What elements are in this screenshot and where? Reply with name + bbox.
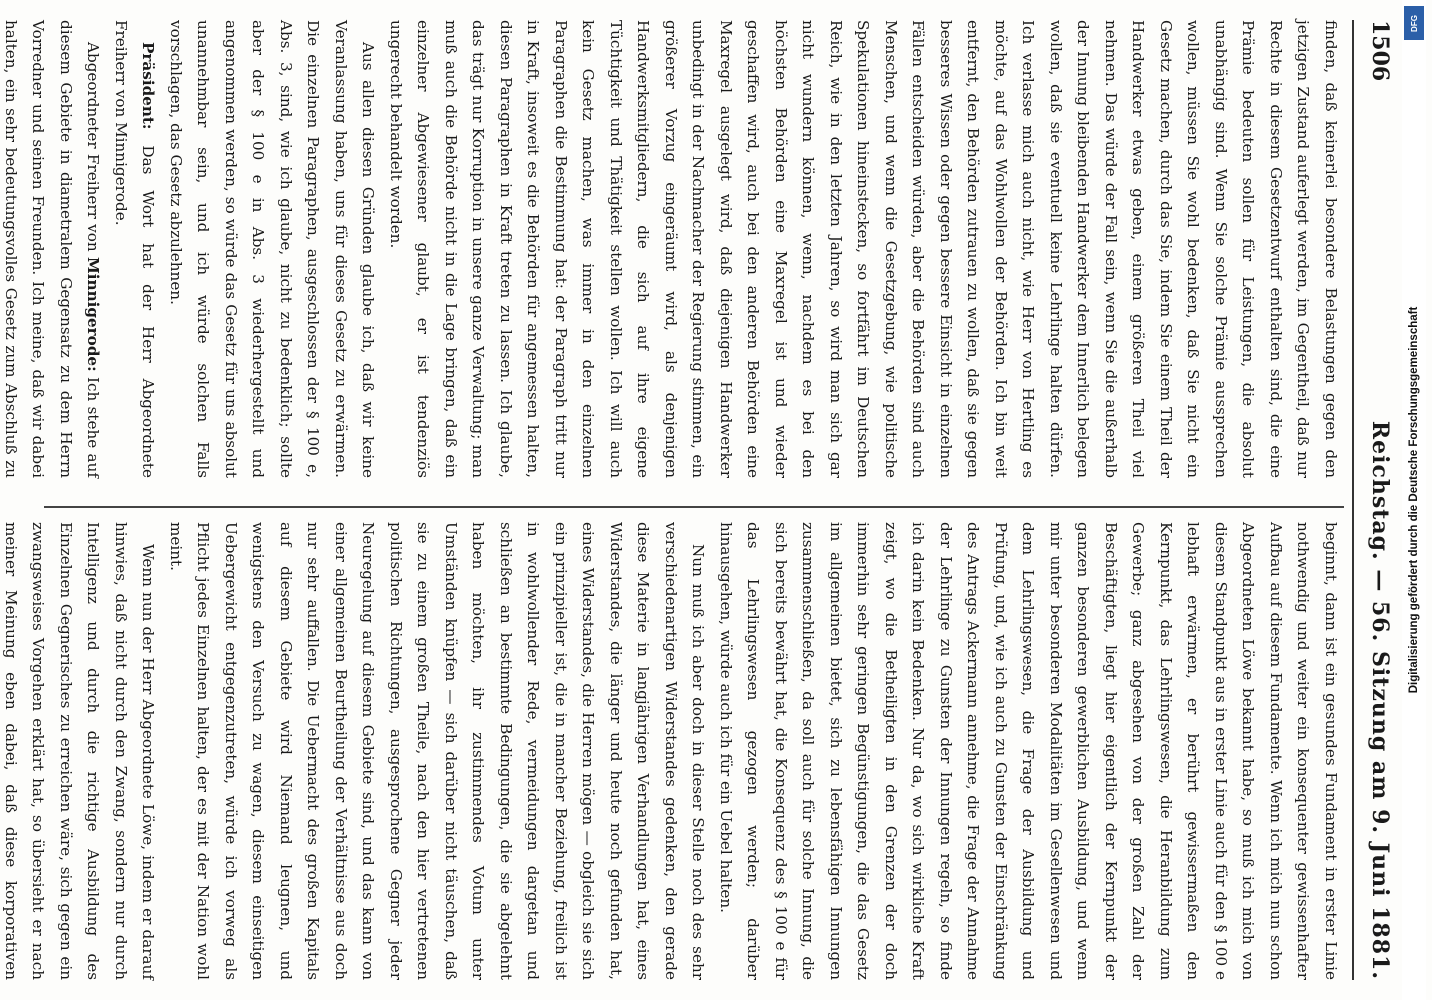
column-left [2,20,1344,478]
speaker-intro: Abgeordneter Freiherr von [84,42,103,252]
speech-text: Ich stehe auf diesem Gebiete in diametralem Gegensatz zu dem Herrn Vorredner und seinen Freunden. Ich meine, daß wir dabei halten, ein sehr bedeutungsvolles Gesetz zum Abschluß zu [2,20,103,478]
rotated-page-content [2,20,1406,980]
page-number: 1506 [1367,20,1393,82]
paragraph: Wenn nun der Herr Abgeordnete Löwe, indem er darauf hinwies, daß nicht durch den Zwang, sondern nur durch Intelligenz und durch die richtige Ausbildung des Einzelnen Gegnerisches zu erreichen wäre, sich gegen ein zwangsweises Vorgehen erklärt hat, so übersieht er nach meiner Meinung eben dabei, daß diese korporativen [2,522,158,980]
paragraph: Aus allen diesen Gründen glaube ich, daß wir keine Veranlassung haben, uns für dieses Gesetz zu erwärmen. Die einzelnen Paragraphen, ausgeschlossen der § 100 e, Abs. 3, sind, wie ich glaube, nicht zu bedenklich; sollte aber der § 100 e in Abs. 3 wiederhergestellt und angenommen werden, so würde das Gesetz für uns absolut unannehmbar sein, und ich würde solchen Falls vorschlagen, das Gesetz abzulehnen. [167,20,378,478]
speaker-name: Minnigerode: [84,256,103,372]
column-right [2,506,1344,980]
president-remark [107,20,162,478]
president-label: Präsident: [139,42,158,130]
dfg-logo-text: DFG [1409,14,1419,32]
president-text: Das Wort hat der Herr Abgeordnete Freiherr von Minnigerode. [112,20,158,478]
paragraph: beginnt, dann ist ein gesundes Fundament in erster Linie nothwendig und weiter ein konsequenter gewissenhafter Aufbau auf diesem Fundamente. Wenn ich mich nun schon Abgeordneten Löwe bekannt habe, so muß ich mich von diesem Standpunkt aus in erster Linie auch für den § 100 e lebhaft erwärmen, er berührt gewissermaßen den Kernpunkt, das Lehrlingswesen, die Heranbildung zum Gewerbe; ganz abgesehen von der großen Zahl der Beschäftigten, liegt hier eigentlich der Kernpunkt der ganzen besonderen gewerblichen Ausbildung, und wenn mir unter besonderen Modalitäten im Gesellenwesen und dem Lehrlingswesen, die Frage der Ausbildung und Prüfung, und, wie ich auch zu Gunsten der Einschränkung des Antrags Ackermann annehme, die Frage der Annahme der Lehrlinge zu Gunsten der Innungen regeln, so finde ich darin kein Bedenken. Nur da, wo sich wirkliche Kraft zeigt, wo die Betheiligten in den Grenzen der doch immerhin sehr geringen Begünstigungen, die das Gesetz im allgemeinen bietet, sich zu lebensfähigen Innungen zusammenschließen, da soll auch für solche Innung, die sich bereits bewährt hat, die Konsequenz des § 100 e für das Lehrlingswesen gezogen werden; darüber hinausgehen, würde auch ich für ein Uebel halten. [717,522,1340,980]
page-title: Reichstag. — 56. Sitzung am 9. Juni 1881. [1367,420,1393,980]
page-header [1352,20,1406,980]
speaker-paragraph [0,20,107,478]
paragraph: Nun muß ich aber doch in dieser Stelle noch des sehr verschiedenartigen Widerstandes gedenken, den gerade diese Materie in langjährigen Verhandlungen hat, eines Widerstandes, die länger und heute noch gefunden hat, eines Widerstandes, die Herren mögen — obgleich sie sich ein prinzipieller ist, die in mancher Beziehung, freilich ist in wohlwollender Rede, vermeidungen dargetan und schließen an bestimmte Bedingungen, die sie abgelehnt haben möchten, ihr zustimmendes Votum unter Umständen knüpfen — sich darüber nicht täuschen, daß sie zu einem großen Theile, nach den hier vertretenen politischen Richtungen, ausgesprochene Gegner jeder Neuregelung auf diesem Gebiete sind, und das kann von einer allgemeinen Beurtheilung der Verhältnisse aus doch nur sehr auffallen. Die Uebermacht des großen Kapitals auf diesem Gebiete wird Niemand leugnen, und wenigstens den Versuch zu wagen, diesem einseitigen Uebergewicht entgegenzutreten, würde ich vorweg als Pflicht jedes Einzelnen halten, der es mit der Nation wohl meint. [167,522,708,980]
paragraph: finden, daß keinerlei besondere Belastungen gegen den jetzigen Zustand auferlegt werden, im Gegentheil, daß nur Rechte in diesem Gesetzentwurf enthalten sind, die eine Prämie bedeuten sollen für Leistungen, die absolut unabhängig sind. Wenn Sie solche Prämie aussprechen wollen, müssen Sie wohl bedenken, daß Sie nicht ein Gesetz machen, durch das Sie, indem Sie einem Theil der Handwerker etwas geben, einem größeren Theil viel nehmen. Das würde der Fall sein, wenn Sie die außerhalb der Innung bleibenden Handwerker dem Innerlich belegen wollen, daß sie eventuell keine Lehrlinge halten dürfen. Ich verlasse mich auch nicht, wie Herr von Hertling es möchte, auf das Wohlwollen der Behörden. Ich bin weit entfernt, den Behörden zutrauen zu wollen, daß sie gegen besseres Wissen oder gegen bessere Einsicht in einzelnen Fällen entscheiden würden, aber die Behörden sind auch Menschen, und wenn die Gesetzgebung, wie politische Spekulationen hineinstecken, so fortfährt im Deutschen Reich, wie in den letzten Jahren, so wird man sich gar nicht wundern können, wenn, nachdem es bei den höchsten Behörden eine Maxregel ist und wieder geschaffen wird, auch bei den anderen Behörden eine Maxregel ausgelegt wird, daß diejenigen Handwerker unbedingt in der Nachmacher der Regierung stimmen, ein größerer Vorzug eingeräumt wird, als denjenigen Handwerksmitgliedern, die sich auf ihre eigene Tüchtigkeit und Thätigkeit stellen wollen. Ich will auch kein Gesetz machen, was immer in den einzelnen Paragraphen die Bestimmung hat: der Paragraph tritt nur in Kraft, insoweit es die Behörden für angemessen halten, diesen Paragraphen in Kraft treten zu lassen. Ich glaube, das trägt nur Korruption in unsere ganze Verwaltung; man muß auch die Behörde nicht in die Lage bringen, daß ein einzelner Abgewiesener glaubt, er ist tendenziös ungerecht behandelt worden. [387,20,1340,478]
dfg-logo [1404,6,1424,40]
digitization-sidebar [1402,0,1426,1000]
text-columns [2,20,1344,980]
funding-note: Digitalisierung gefördert durch die Deutsche Forschungsgemeinschaft [1408,306,1420,694]
